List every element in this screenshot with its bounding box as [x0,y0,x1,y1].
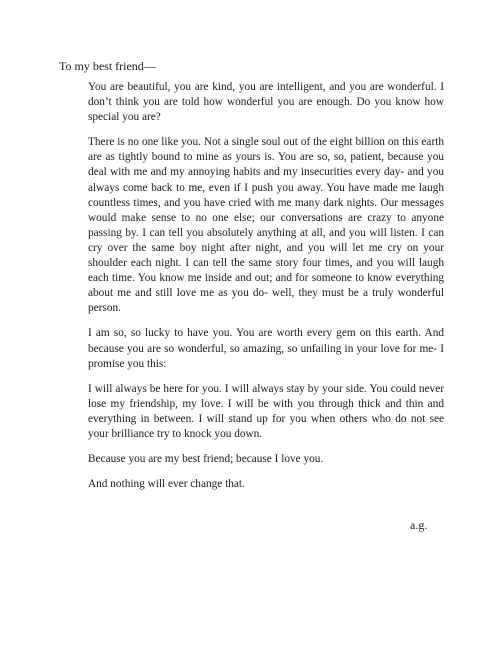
letter-salutation: To my best friend— [59,59,156,73]
letter-signature: a.g. [410,518,428,532]
letter-paragraph: And nothing will ever change that. [88,478,245,491]
letter-paragraph: You are beautiful, you are kind, you are intelligent, and you are wonderful. I don’t think you are told how wonderful you are enough. Do you know how special you are? [88,81,444,124]
letter-body [88,80,444,502]
letter-paragraph: I am so, so lucky to have you. You are worth every gem on this earth. And because you are so wonderful, so amazing, so unfailing in your love for me- I promise you this: [88,327,444,370]
letter-paragraph: There is no one like you. Not a single soul out of the eight billion on this earth are as tightly bound to mine as yours is. You are so, so, patient, because you deal with me and my annoying habits and my insecurities every day- and you always come back to me, even if I push you away. You have made me laugh countless times, and you have cried with me many dark nights. Our messages would make sense to no one else; our conversations are crazy to anyone passing by. I can tell you absolutely anything at all, and you will listen. I can cry over the same boy night after night, and you will let me cry on your shoulder each night. I can tell the same story four times, and you will laugh each time. You know me inside and out; and for someone to know everything about me and still love me as you do- well, they must be a truly wonderful person. [88,136,444,315]
letter-paragraph: Because you are my best friend; because I love you. [88,453,324,466]
letter-paragraph: I will always be here for you. I will always stay by your side. You could never lose my friendship, my love. I will be with you through thick and thin and everything in between. I will stand up for you when others who do not see your brilliance try to knock you down. [88,382,444,440]
